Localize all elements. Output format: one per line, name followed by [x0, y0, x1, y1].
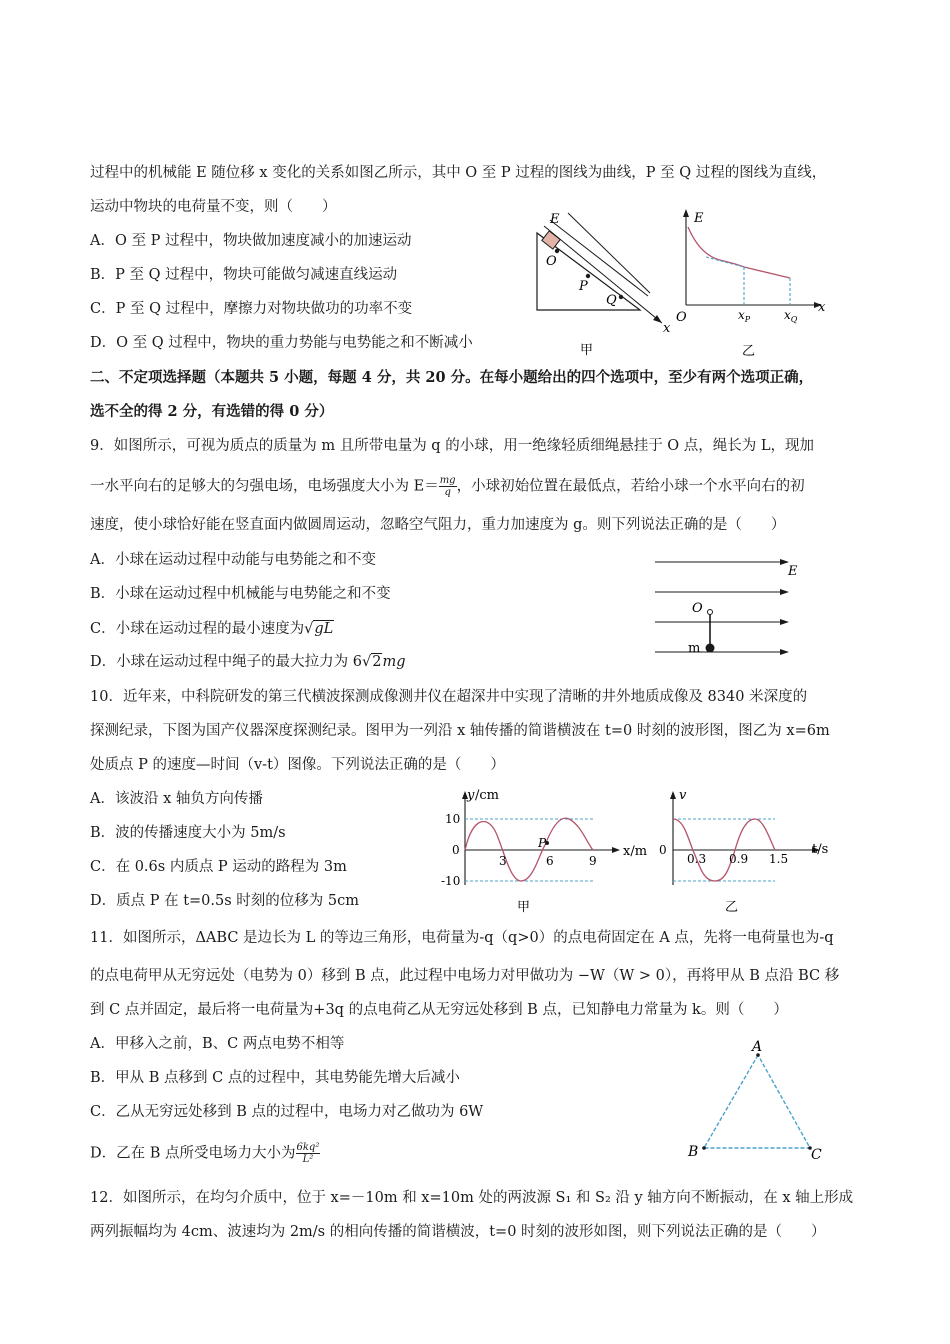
- label-x6: 6: [546, 854, 554, 868]
- q9-line3: 速度，使小球恰好能在竖直面内做圆周运动，忽略空气阻力，重力加速度为 g。则下列说法正确的是（ ）: [90, 517, 786, 533]
- label-p: P: [579, 279, 588, 294]
- ball: [706, 644, 715, 653]
- q10-line1: 10．近年来，中科院研发的第三代横波探测成像测井仪在超深井中实现了清晰的井外地质成像及 8340 米深度的: [90, 689, 808, 705]
- label-t09: 0.9: [729, 852, 749, 866]
- label-o: O: [676, 310, 687, 325]
- q11-force-fraction: $\frac{\text{6kq²}}{\text{L²}}$: [296, 1142, 320, 1165]
- label-a: A: [752, 1039, 763, 1055]
- q11-line1: 11．如图所示，ΔABC 是边长为 L 的等边三角形，电荷量为-q（q>0）的点电荷固定在 A 点，先将一电荷量也为-q: [90, 930, 834, 946]
- label-v: v: [679, 788, 687, 803]
- q11-option-c: C．乙从无穷远处移到 B 点的过程中，电场力对乙做功为 6W: [90, 1104, 484, 1120]
- label-m: m: [688, 641, 701, 656]
- q11-figure: [680, 1035, 830, 1165]
- label-e: E: [550, 212, 560, 227]
- point-q: [619, 295, 623, 299]
- q10-line2: 探测纪录，下图为国产仪器深度探测纪录。图甲为一列沿 x 轴传播的简谐横波在 t=0 时刻的波形图，图乙为 x=6m: [90, 723, 830, 739]
- q8-option-a: A．O 至 P 过程中，物块做加速度减小的加速运动: [90, 233, 412, 249]
- point-p: [586, 274, 590, 278]
- q8-option-c: C．P 至 Q 过程中，摩擦力对物块做功的功率不变: [90, 301, 413, 317]
- curve-op: [688, 227, 744, 267]
- q8-option-d: D．O 至 Q 过程中，物块的重力势能与电势能之和不断减小: [90, 335, 473, 351]
- q9-field-fraction: $\frac{mg}{q}$: [439, 475, 456, 498]
- q8-option-b: B．P 至 Q 过程中，物块可能做匀减速直线运动: [90, 267, 398, 283]
- q9-figure: [650, 550, 820, 665]
- label-y0: 0: [452, 843, 460, 857]
- triangle-abc: [704, 1055, 810, 1148]
- q8-stem-line1: 过程中的机械能 E 随位移 x 变化的关系如图乙所示，其中 O 至 P 过程的图线为曲线，P 至 Q 过程的图线为直线，: [90, 165, 827, 181]
- q10-figure-yi: [655, 785, 840, 915]
- q8-figure-yi: [670, 205, 840, 360]
- section2-line2: 选不全的得 2 分，有选错的得 0 分）: [90, 403, 334, 420]
- q11-line2: 的点电荷甲从无穷远处（电势为 0）移到 B 点，此过程中电场力对甲做功为 −W（W > 0），再将甲从 B 点沿 BC 移: [90, 968, 840, 984]
- q9-line1: 9．如图所示，可视为质点的质量为 m 且所带电量为 q 的小球，用一绝缘轻质细绳悬挂于 O 点，绳长为 L，现加: [90, 438, 815, 454]
- label-ts: t/s: [812, 842, 829, 857]
- label-ycm: /cm: [475, 788, 499, 803]
- q11-option-b: B．甲从 B 点移到 C 点的过程中，其电势能先增大后减小: [90, 1070, 460, 1086]
- label-t15: 1.5: [769, 852, 789, 866]
- q9-line2-b: ，小球初始位置在最低点，若给小球一个水平向右的初: [456, 478, 805, 495]
- label-x: x: [818, 300, 826, 315]
- point-b: [702, 1146, 706, 1150]
- label-b: B: [688, 1144, 699, 1160]
- label-e: E: [694, 211, 704, 226]
- line-pq: [744, 267, 790, 278]
- pivot-o: [708, 610, 713, 615]
- label-c: C: [811, 1147, 822, 1163]
- label-x3: 3: [499, 854, 507, 868]
- label-xp: $x_P$: [738, 308, 751, 324]
- upper-rail: [550, 220, 648, 296]
- label-xlabel: x/m: [623, 844, 648, 859]
- q9-option-b: B．小球在运动过程中机械能与电势能之和不变: [90, 586, 391, 602]
- label-o: O: [546, 254, 557, 269]
- q8-stem-line2: 运动中物块的电荷量不变，则（ ）: [90, 199, 337, 215]
- q11-line3: 到 C 点并固定，最后将一电荷量为+3q 的点电荷乙从无穷远处移到 B 点，已知静电力常量为 k。则（ ）: [90, 1002, 788, 1018]
- label-o: O: [692, 601, 703, 616]
- label-t0: 0: [659, 843, 667, 857]
- sqrt-icon: √: [361, 654, 372, 670]
- caption-jia: 甲: [580, 343, 594, 358]
- label-xq: $x_Q$: [784, 308, 798, 324]
- q10-figure-jia: [435, 785, 655, 915]
- q11-option-d: D．乙在 B 点所受电场力大小为 $\frac{\text{6kq²}}{\text{L²}}$: [90, 1142, 320, 1165]
- point-o: [555, 249, 559, 253]
- q10-option-b: B．波的传播速度大小为 5m/s: [90, 825, 286, 841]
- block: [542, 231, 560, 249]
- q10-option-d: D．质点 P 在 t=0.5s 时刻的位移为 5cm: [90, 893, 359, 909]
- q12-line1: 12．如图所示，在均匀介质中，位于 x=－10m 和 x=10m 处的两波源 S₁ 和 S₂ 沿 y 轴方向不断振动，在 x 轴上形成: [90, 1190, 854, 1206]
- q9-option-a: A．小球在运动过程中动能与电势能之和不变: [90, 552, 376, 568]
- q9-option-c: C．小球在运动过程的最小速度为√gL: [90, 621, 334, 637]
- q9-line2: [90, 475, 805, 498]
- caption-yi: 乙: [725, 900, 739, 915]
- q10-option-c: C．在 0.6s 内质点 P 运动的路程为 3m: [90, 859, 347, 875]
- q9-option-d: D．小球在运动过程中绳子的最大拉力为 6√2mg: [90, 654, 406, 670]
- caption-jia: 甲: [517, 900, 531, 915]
- section2-line1: 二、不定项选择题（本题共 5 小题，每题 4 分，共 20 分。在每小题给出的四个选项中，至少有两个选项正确，: [90, 369, 814, 386]
- label-q: Q: [606, 293, 617, 308]
- label-p: P: [538, 836, 547, 850]
- q10-option-a: A．该波沿 x 轴负方向传播: [90, 791, 263, 807]
- y-arrow: [683, 209, 689, 217]
- x-axis-line: [544, 226, 662, 323]
- label-ylabel: y: [467, 788, 475, 803]
- label-t03: 0.3: [687, 852, 707, 866]
- q8-figure-jia: [520, 208, 680, 358]
- caption-yi: 乙: [742, 344, 756, 359]
- q11-option-a: A．甲移入之前，B、C 两点电势不相等: [90, 1036, 345, 1052]
- q9-line2-a: 一水平向右的足够大的匀强电场，电场强度大小为 E＝: [90, 478, 439, 495]
- label-e: E: [788, 564, 798, 579]
- label-x9: 9: [589, 854, 597, 868]
- label-yn10: -10: [441, 874, 461, 888]
- label-x: x: [663, 321, 671, 336]
- q10-line3: 处质点 P 的速度—时间（v-t）图像。下列说法正确的是（ ）: [90, 757, 505, 773]
- sqrt-icon: √: [304, 621, 314, 637]
- q12-line2: 两列振幅均为 4cm、波速均为 2m/s 的相向传播的简谐横波，t=0 时刻的波形如图，则下列说法正确的是（ ）: [90, 1224, 826, 1240]
- label-y10: 10: [445, 812, 461, 826]
